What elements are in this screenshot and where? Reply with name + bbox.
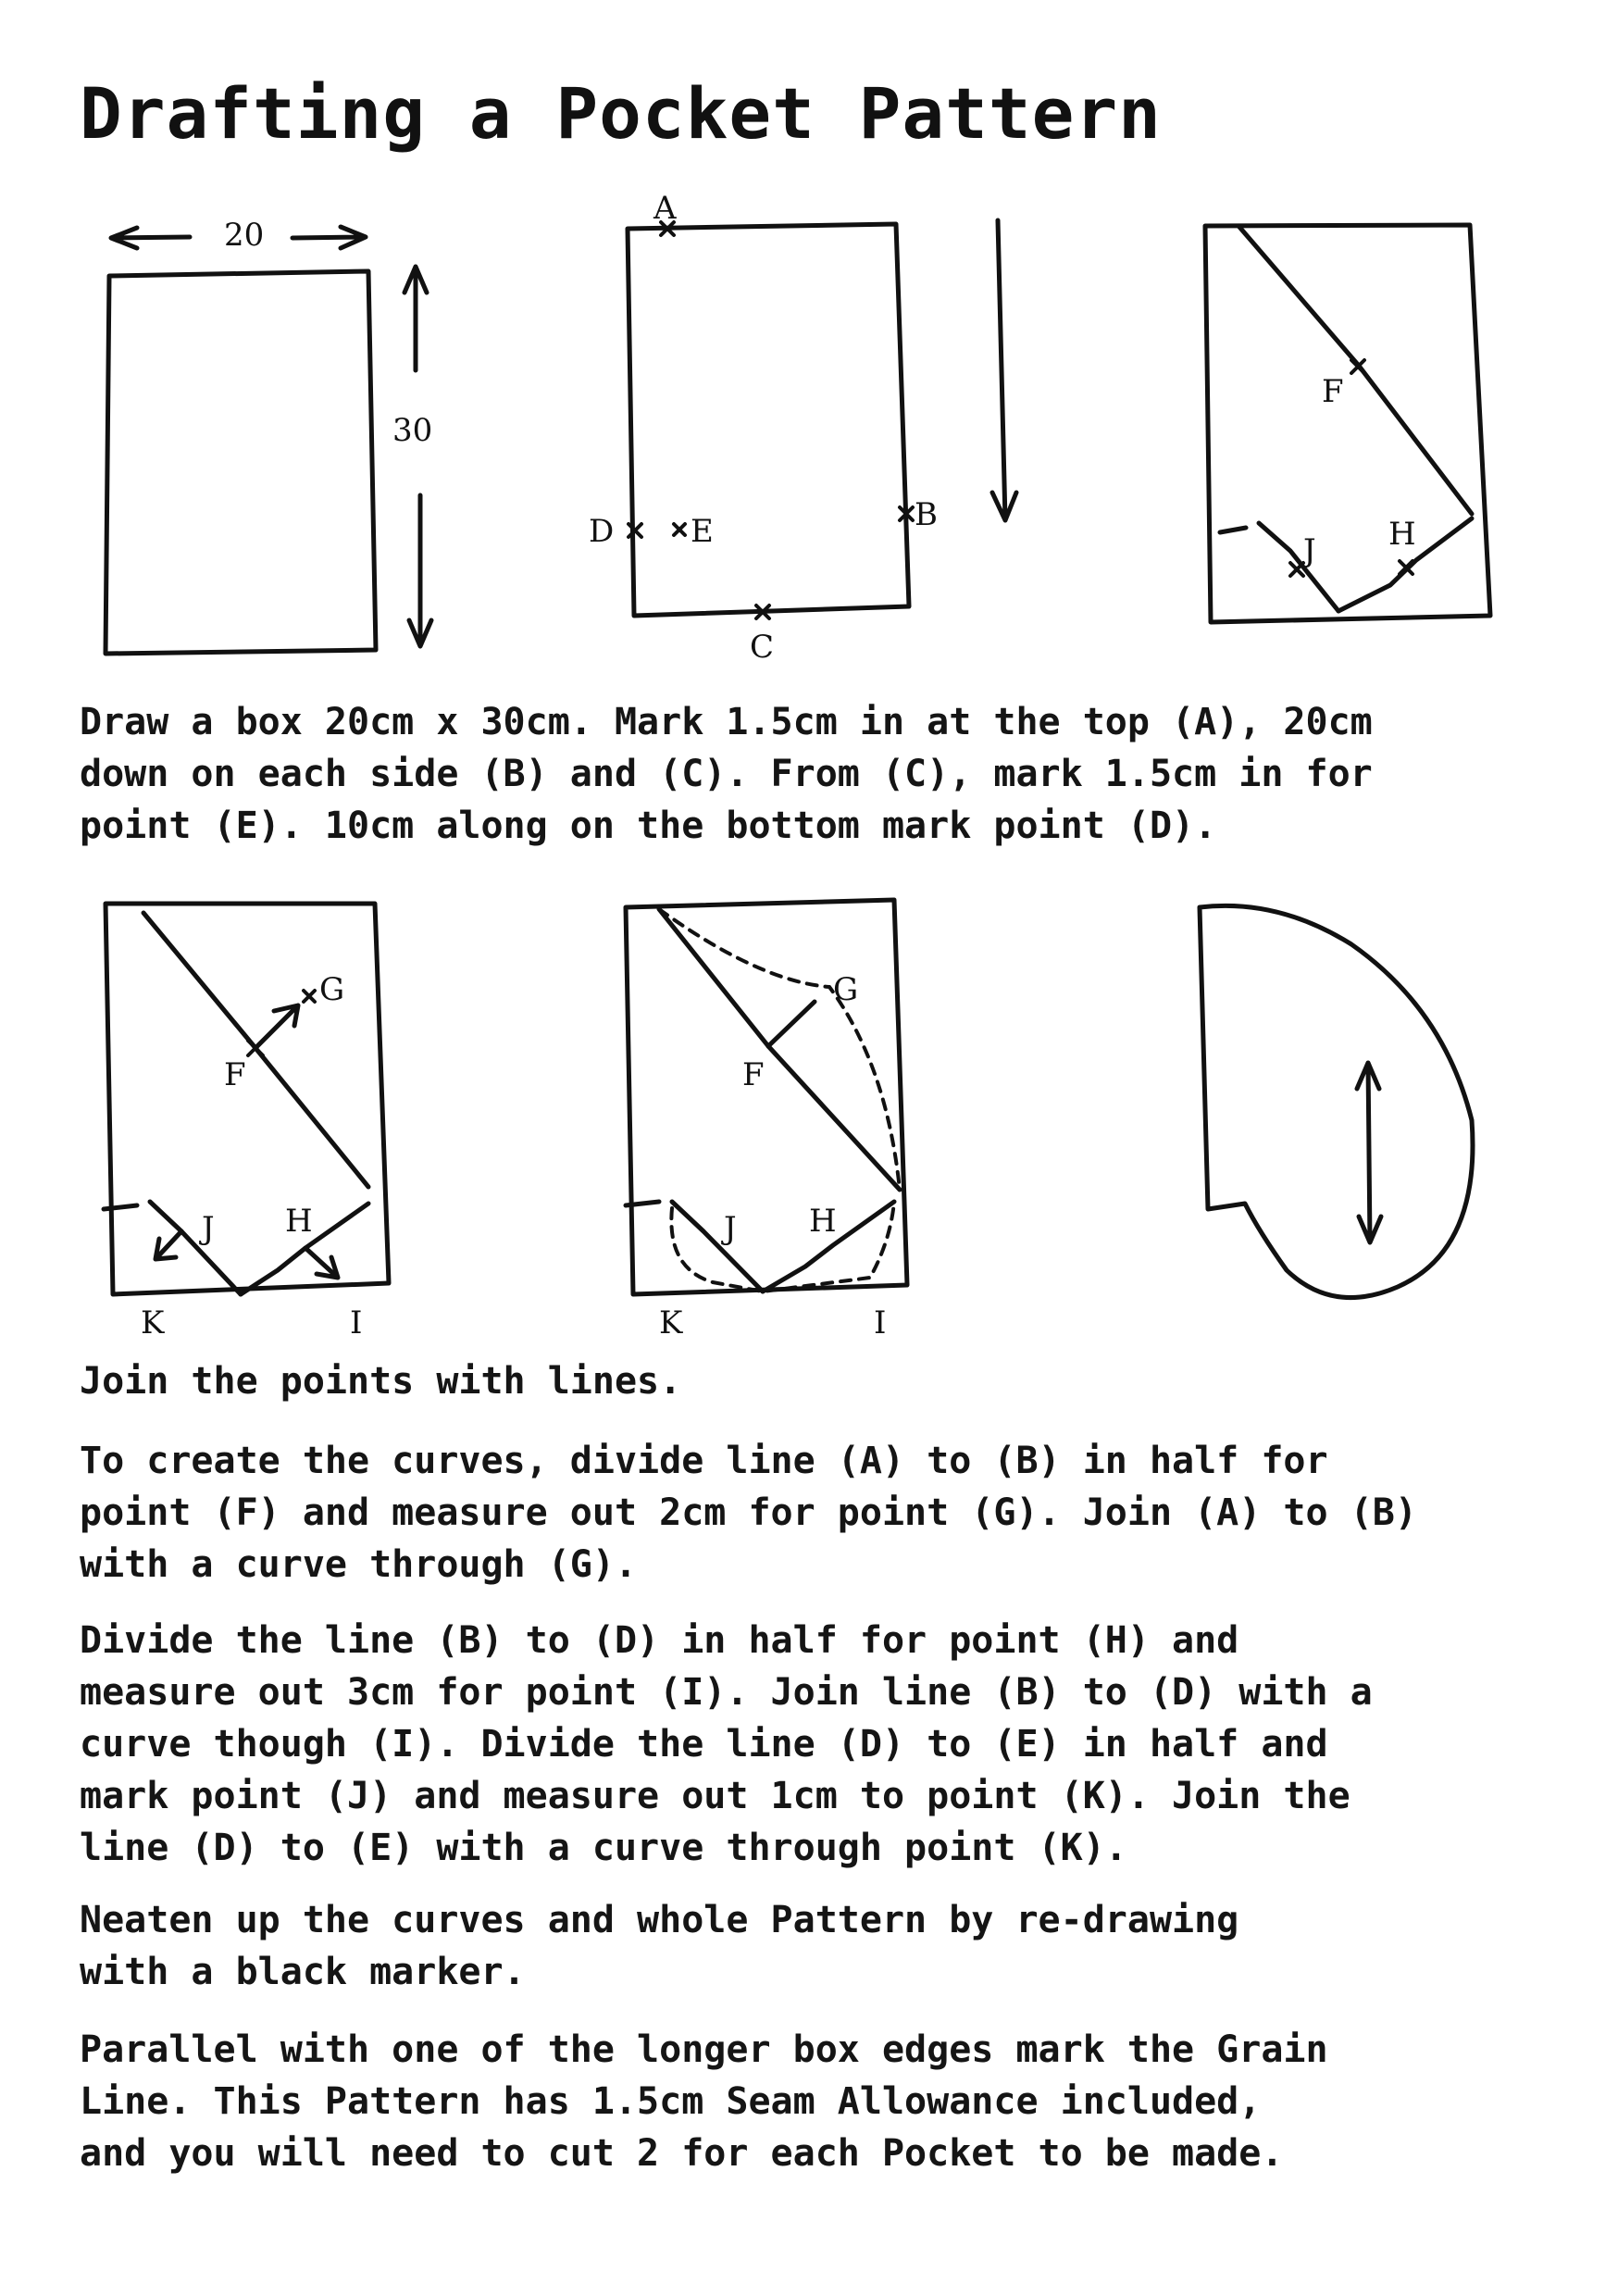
step4-line: curve though (I). Divide the line (D) to (E) in half and — [80, 1723, 1328, 1766]
instructions-step1 — [80, 696, 1373, 852]
page-title: Drafting a Pocket Pattern — [80, 72, 1162, 155]
instructions-step4 — [80, 1615, 1373, 1874]
height-label: 30 — [392, 412, 433, 449]
instructions-step3 — [80, 1435, 1417, 1591]
step6-line: Parallel with one of the longer box edges mark the Grain — [80, 2028, 1328, 2071]
step3-line: with a curve through (G). — [80, 1543, 638, 1586]
diagram-marked-box — [589, 190, 938, 666]
step5-line: Neaten up the curves and whole Pattern by re-drawing — [80, 1899, 1239, 1941]
instructions-step6 — [80, 2024, 1328, 2179]
step5-line: with a black marker. — [80, 1951, 526, 1993]
instructions-step5 — [80, 1894, 1238, 1998]
label-g: G — [319, 971, 345, 1008]
label-g: G — [833, 971, 859, 1008]
label-c: C — [750, 629, 775, 666]
step4-line: measure out 3cm for point (I). Join line (B) to (D) with a — [80, 1671, 1373, 1714]
diagram-box-dimensions — [106, 217, 432, 654]
diagram-joined-lines — [1205, 225, 1490, 622]
step1-line: down on each side (B) and (C). From (C), mark 1.5cm in for — [80, 753, 1373, 795]
step3-line: To create the curves, divide line (A) to (B) in half for — [80, 1440, 1328, 1482]
label-e: E — [691, 513, 714, 550]
label-h: H — [809, 1203, 837, 1240]
label-j: J — [724, 1210, 737, 1247]
step4-line: Divide the line (B) to (D) in half for point (H) and — [80, 1619, 1239, 1662]
step2-line: Join the points with lines. — [80, 1360, 682, 1403]
label-f: F — [224, 1056, 246, 1093]
step6-line: and you will need to cut 2 for each Pocket to be made. — [80, 2132, 1284, 2175]
label-h: H — [285, 1203, 313, 1240]
step4-line: mark point (J) and measure out 1cm to point (K). Join the — [80, 1775, 1350, 1817]
label-j: J — [1303, 532, 1316, 569]
grain-line-arrow — [1357, 1063, 1381, 1242]
label-j: J — [202, 1210, 215, 1247]
label-k: K — [659, 1304, 683, 1341]
down-arrow — [992, 220, 1016, 520]
label-f: F — [1322, 373, 1344, 410]
label-d: D — [589, 513, 615, 550]
step1-line: Draw a box 20cm x 30cm. Mark 1.5cm in at the top (A), 20cm — [80, 701, 1373, 743]
diagram-curves — [626, 900, 907, 1341]
label-i: I — [874, 1304, 887, 1341]
step1-line: point (E). 10cm along on the bottom mark point (D). — [80, 805, 1217, 847]
label-k: K — [141, 1304, 165, 1341]
step6-line: Line. This Pattern has 1.5cm Seam Allowance included, — [80, 2080, 1262, 2123]
label-a: A — [653, 190, 677, 227]
step3-line: point (F) and measure out 2cm for point (G). Join (A) to (B) — [80, 1491, 1417, 1534]
label-b: B — [915, 496, 938, 533]
instructions-step2 — [80, 1355, 681, 1407]
diagram-finished-pocket — [1200, 905, 1473, 1297]
step4-line: line (D) to (E) with a curve through point (K). — [80, 1827, 1127, 1869]
diagram-construction — [104, 904, 389, 1341]
width-label: 20 — [224, 217, 265, 254]
label-i: I — [350, 1304, 363, 1341]
label-h: H — [1388, 516, 1416, 553]
label-f: F — [742, 1056, 765, 1093]
